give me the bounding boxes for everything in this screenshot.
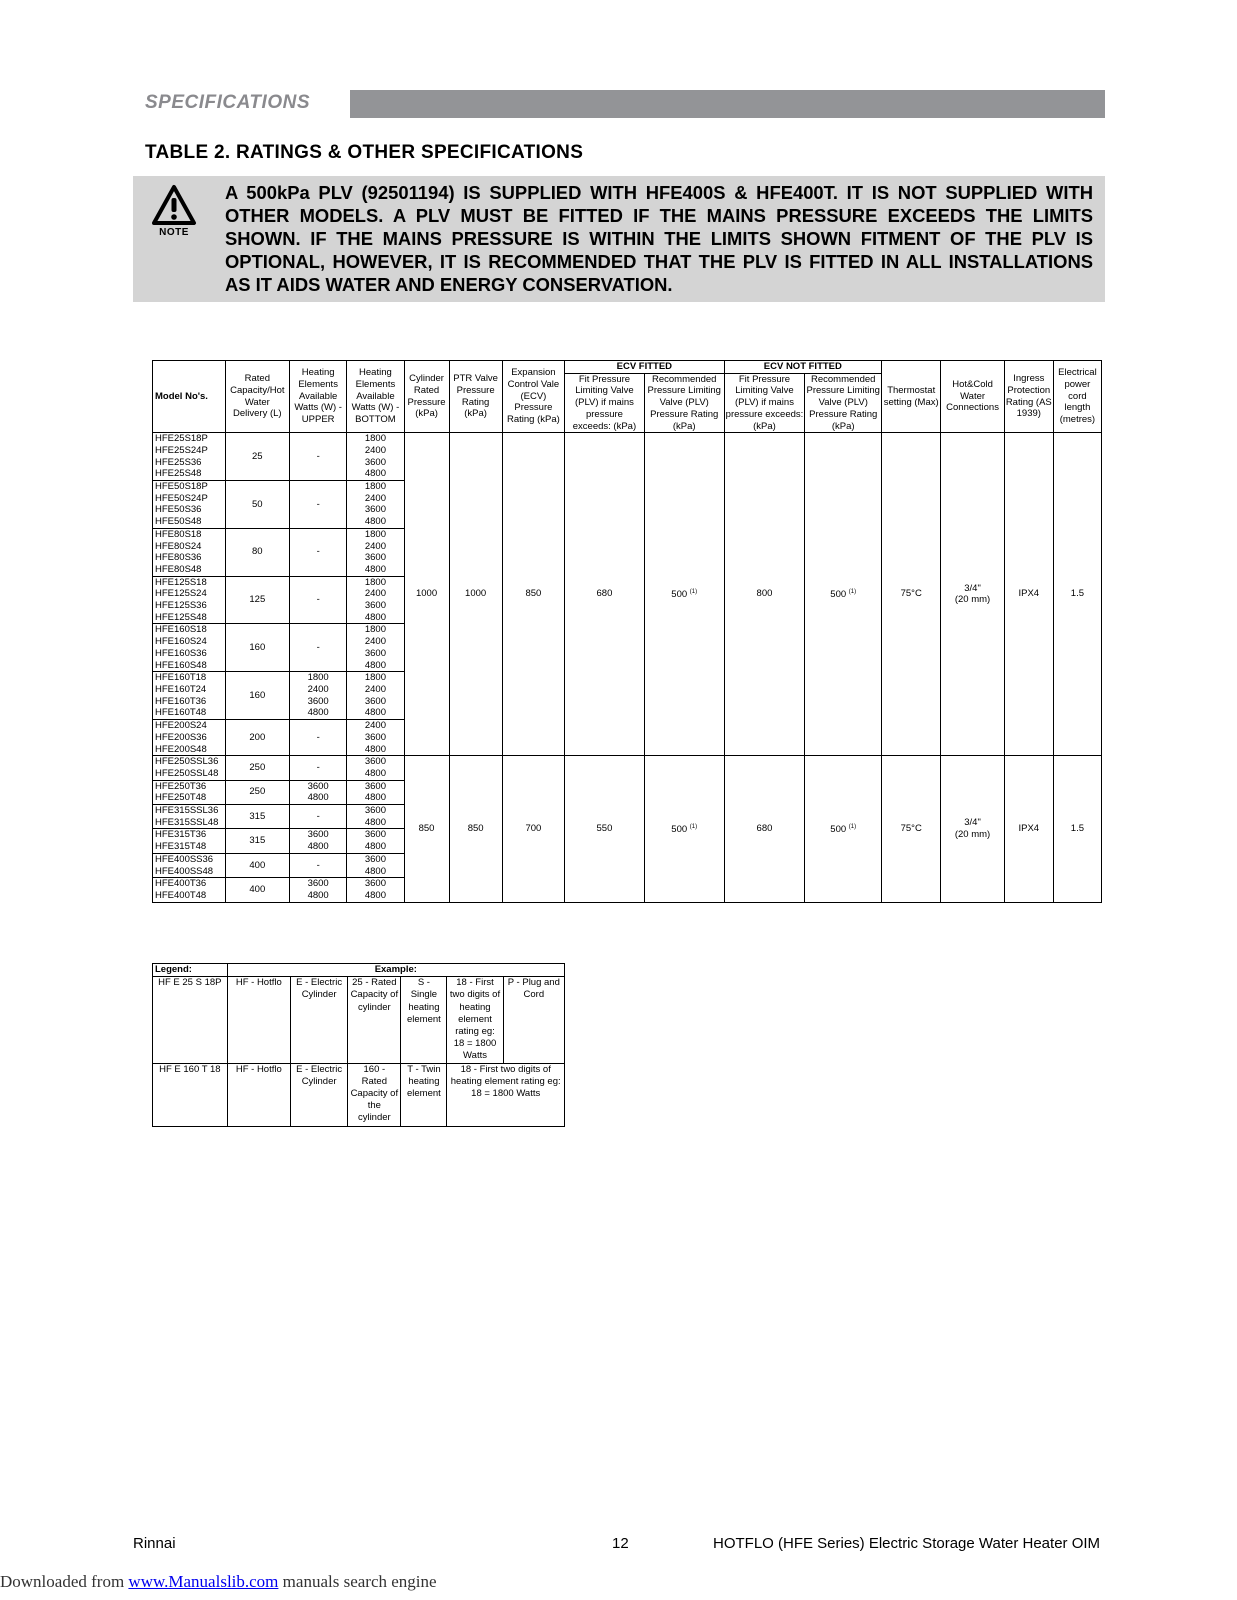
rec-plv-ecv-value: 500 (671, 589, 688, 601)
rated-capacity: 80 (225, 528, 289, 576)
bottom-elements: 1800 2400 3600 4800 (347, 624, 404, 672)
model-numbers: HFE315SSL36 HFE315SSL48 (153, 805, 226, 829)
legend-row (153, 977, 565, 1063)
legend-cell: 25 - Rated Capacity of cylinder (348, 977, 401, 1063)
bottom-elements: 3600 4800 (347, 878, 404, 902)
rated-capacity: 50 (225, 481, 289, 529)
bottom-elements: 1800 2400 3600 4800 (347, 481, 404, 529)
footnote-marker: (1) (848, 589, 857, 596)
bottom-elements: 1800 2400 3600 4800 (347, 528, 404, 576)
col-header: Ingress Protection Rating (AS 1939) (1004, 361, 1053, 433)
ptr-rating (449, 433, 502, 756)
section-title: SPECIFICATIONS (145, 92, 310, 113)
rated-capacity: 25 (225, 433, 289, 481)
fit-plv-ecv-value: 550 (596, 823, 613, 835)
fit-plv-noecv (724, 756, 805, 902)
rec-plv-noecv-value: 500 (830, 824, 847, 836)
upper-elements: 1800 2400 3600 4800 (290, 672, 347, 720)
rated-capacity: 400 (225, 853, 289, 877)
model-numbers: HFE160T18 HFE160T24 HFE160T36 HFE160T48 (153, 672, 226, 720)
section-header (145, 90, 1105, 118)
model-numbers: HFE50S18P HFE50S24P HFE50S36 HFE50S48 (153, 481, 226, 529)
legend-header-row (153, 964, 565, 977)
legend-code: HF E 25 S 18P (153, 977, 228, 1063)
table-title: TABLE 2. RATINGS & OTHER SPECIFICATIONS (145, 142, 584, 163)
fit-plv-ecv-value: 680 (596, 588, 613, 600)
footer-page-number: 12 (612, 1535, 629, 1552)
spec-table (152, 360, 1102, 903)
bottom-elements: 1800 2400 3600 4800 (347, 576, 404, 624)
upper-elements: - (290, 433, 347, 481)
legend-cell: HF - Hotflo (227, 1063, 290, 1126)
upper-elements: - (290, 481, 347, 529)
upper-elements: - (290, 805, 347, 829)
download-prefix: Downloaded from (0, 1572, 129, 1591)
rated-capacity: 250 (225, 756, 289, 780)
legend-cell: 18 - First two digits of heating element rating eg: 18 = 1800 Watts (447, 1063, 565, 1126)
legend-cell: E - Electric Cylinder (291, 977, 348, 1063)
legend-cell: S - Single heating element (401, 977, 447, 1063)
legend-label: Legend: (153, 964, 228, 977)
rec-plv-noecv (805, 756, 882, 902)
col-header: Fit Pressure Limiting Valve (PLV) if mains pressure exceeds: (kPa) (565, 373, 645, 433)
cord-length-value: 1.5 (1070, 823, 1085, 835)
model-numbers: HFE315T36 HFE315T48 (153, 829, 226, 853)
model-numbers: HFE125S18 HFE125S24 HFE125S36 HFE125S48 (153, 576, 226, 624)
upper-elements: - (290, 853, 347, 877)
rated-capacity: 315 (225, 829, 289, 853)
note-label: NOTE (159, 227, 189, 238)
col-header: Heating Elements Available Watts (W) - BOTTOM (347, 361, 404, 433)
bottom-elements: 2400 3600 4800 (347, 720, 404, 756)
cord-length (1053, 756, 1101, 902)
model-numbers: HFE250T36 HFE250T48 (153, 780, 226, 804)
upper-elements: - (290, 624, 347, 672)
rec-plv-ecv-value: 500 (671, 824, 688, 836)
download-notice (0, 1572, 437, 1592)
spec-group-header-row (153, 361, 1102, 374)
col-header: Electrical power cord length (metres) (1053, 361, 1101, 433)
rated-capacity: 315 (225, 805, 289, 829)
manualslib-link[interactable]: www.Manualslib.com (128, 1572, 279, 1591)
note-box (133, 176, 1105, 302)
ip-rating-value: IPX4 (1018, 823, 1040, 835)
col-header: Heating Elements Available Watts (W) - UPPER (290, 361, 347, 433)
table-row (153, 433, 1102, 481)
fit-plv-noecv-value: 680 (756, 823, 773, 835)
col-header: Fit Pressure Limiting Valve (PLV) if mains pressure exceeds: (kPa) (725, 373, 804, 432)
example-label: Example: (227, 964, 564, 977)
connections (941, 756, 1004, 902)
thermostat (882, 433, 941, 756)
bottom-elements: 3600 4800 (347, 780, 404, 804)
bottom-elements: 1800 2400 3600 4800 (347, 672, 404, 720)
model-numbers: HFE25S18P HFE25S24P HFE25S36 HFE25S48 (153, 433, 226, 481)
bottom-elements: 3600 4800 (347, 756, 404, 780)
legend-cell: 18 - First two digits of heating element rating eg: 18 = 1800 Watts (447, 977, 503, 1063)
legend-cell: HF - Hotflo (227, 977, 290, 1063)
rated-capacity: 250 (225, 780, 289, 804)
footnote-marker: (1) (689, 823, 698, 830)
connections-value: 3/4" (20 mm) (954, 582, 991, 606)
col-header: Hot&Cold Water Connections (941, 361, 1004, 433)
legend-cell: E - Electric Cylinder (291, 1063, 348, 1126)
legend-table (152, 963, 565, 1127)
model-numbers: HFE400SS36 HFE400SS48 (153, 853, 226, 877)
bottom-elements: 3600 4800 (347, 805, 404, 829)
bottom-elements: 3600 4800 (347, 829, 404, 853)
ptr-rating (449, 756, 502, 902)
ecv-rating (502, 756, 564, 902)
legend-code: HF E 160 T 18 (153, 1063, 228, 1126)
rated-capacity: 160 (225, 624, 289, 672)
ptr-rating-value: 850 (467, 823, 484, 835)
connections (941, 433, 1004, 756)
model-numbers: HFE250SSL36 HFE250SSL48 (153, 756, 226, 780)
col-header: Expansion Control Vale (ECV) Pressure Rating (kPa) (502, 361, 564, 433)
fit-plv-ecv (565, 756, 645, 902)
col-header: Rated Capacity/Hot Water Delivery (L) (225, 361, 289, 433)
upper-elements: 3600 4800 (290, 780, 347, 804)
cylinder-pressure-value: 1000 (415, 588, 438, 600)
download-suffix: manuals search engine (278, 1572, 437, 1591)
upper-elements: - (290, 720, 347, 756)
col-header: PTR Valve Pressure Rating (kPa) (449, 361, 502, 433)
legend-cell: 160 - Rated Capacity of the cylinder (348, 1063, 401, 1126)
ecv-rating (502, 433, 564, 756)
upper-elements: 3600 4800 (290, 878, 347, 902)
ecv-rating-value: 700 (525, 823, 542, 835)
model-numbers: HFE160S18 HFE160S24 HFE160S36 HFE160S48 (153, 624, 226, 672)
warning-note-icon (149, 184, 199, 246)
rated-capacity: 160 (225, 672, 289, 720)
footer-doc-title: HOTFLO (HFE Series) Electric Storage Water Heater OIM (713, 1535, 1101, 1552)
rated-capacity: 400 (225, 878, 289, 902)
thermostat (882, 756, 941, 902)
fit-plv-noecv (724, 433, 805, 756)
ptr-rating-value: 1000 (465, 588, 487, 600)
cord-length (1053, 433, 1101, 756)
cylinder-pressure (404, 433, 449, 756)
ecv-rating-value: 850 (525, 588, 542, 600)
rec-plv-ecv (644, 433, 724, 756)
ip-rating-value: IPX4 (1018, 588, 1040, 600)
ip-rating (1004, 433, 1053, 756)
col-header: Thermostat setting (Max) (882, 361, 941, 433)
footnote-marker: (1) (689, 589, 698, 596)
model-numbers: HFE200S24 HFE200S36 HFE200S48 (153, 720, 226, 756)
table-row (153, 756, 1102, 780)
col-header: Recommended Pressure Limiting Valve (PLV) Pressure Rating (kPa) (644, 373, 724, 433)
thermostat-value: 75°C (900, 588, 922, 600)
legend-row (153, 1063, 565, 1126)
upper-elements: - (290, 576, 347, 624)
cylinder-pressure (404, 756, 449, 902)
thermostat-value: 75°C (900, 823, 922, 835)
legend-cell: T - Twin heating element (401, 1063, 447, 1126)
group-header-ecv-fitted: ECV FITTED (565, 361, 725, 374)
legend-cell: P - Plug and Cord (503, 977, 564, 1063)
bottom-elements: 1800 2400 3600 4800 (347, 433, 404, 481)
col-header: Model No's. (153, 361, 226, 433)
rated-capacity: 200 (225, 720, 289, 756)
upper-elements: - (290, 756, 347, 780)
note-text: A 500kPa PLV (92501194) IS SUPPLIED WITH HFE400S & HFE400T. IT IS NOT SUPPLIED WITH OTHER MODELS. A PLV MUST BE FITTED IF THE MAINS PRESSURE EXCEEDS THE LIMITS SHOWN. IF THE MAINS PRESSURE IS WITHIN THE LIMITS SHOWN FITMENT OF THE PLV IS OPTIONAL, HOWEVER, IT IS RECOMMENDED THAT THE PLV IS FITTED IN ALL INSTALLATIONS AS IT AIDS WATER AND ENERGY CONSERVATION. (225, 182, 1093, 295)
bottom-elements: 3600 4800 (347, 853, 404, 877)
rec-plv-noecv-value: 500 (830, 589, 847, 601)
rec-plv-ecv (644, 756, 724, 902)
upper-elements: 3600 4800 (290, 829, 347, 853)
model-numbers: HFE400T36 HFE400T48 (153, 878, 226, 902)
upper-elements: - (290, 528, 347, 576)
spec-table-body (153, 433, 1102, 902)
col-header: Recommended Pressure Limiting Valve (PLV) Pressure Rating (kPa) (806, 373, 880, 432)
footer-brand: Rinnai (133, 1535, 176, 1552)
rec-plv-noecv (805, 433, 882, 756)
group-header-ecv-not-fitted: ECV NOT FITTED (724, 361, 881, 374)
footnote-marker: (1) (848, 823, 857, 830)
fit-plv-noecv-value: 800 (756, 588, 773, 600)
model-numbers: HFE80S18 HFE80S24 HFE80S36 HFE80S48 (153, 528, 226, 576)
ip-rating (1004, 756, 1053, 902)
cylinder-pressure-value: 850 (418, 823, 435, 835)
cord-length-value: 1.5 (1070, 588, 1085, 600)
fit-plv-ecv (565, 433, 645, 756)
col-header: Cylinder Rated Pressure (kPa) (404, 361, 449, 433)
header-bar (350, 90, 1105, 118)
rated-capacity: 125 (225, 576, 289, 624)
connections-value: 3/4" (20 mm) (954, 817, 991, 840)
